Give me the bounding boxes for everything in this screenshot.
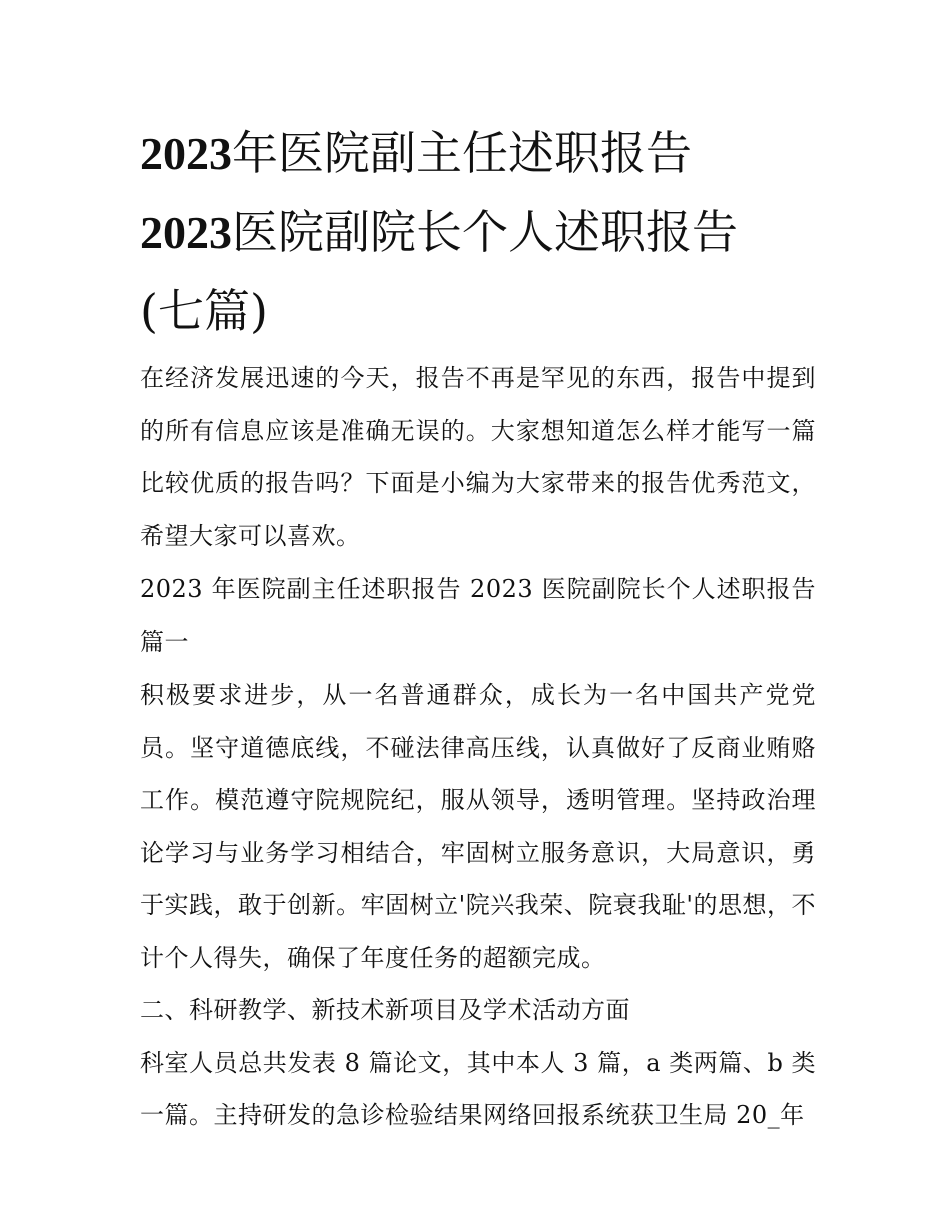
title-text-2: 医院副院长个人述职报告: [232, 205, 738, 259]
section-heading-1: 2023 年医院副主任述职报告 2023 医院副院长个人述职报告篇一: [140, 575, 816, 656]
section-heading-2: 二、科研教学、新技术新项目及学术活动方面: [140, 996, 630, 1024]
title-year-1: 2023: [140, 128, 232, 179]
title-line-2: [140, 193, 830, 272]
document-body: [140, 352, 816, 1142]
body-paragraph-2: 科室人员总共发表 8 篇论文，其中本人 3 篇，a 类两篇、b 类一篇。主持研发的急诊检验结果网络回报系统获卫生局 20_年: [140, 1048, 816, 1129]
title-year-2: 2023: [140, 207, 232, 258]
title-line-3: (七篇): [140, 284, 268, 338]
title-line-1: [140, 114, 830, 193]
intro-paragraph: 在经济发展迅速的今天，报告不再是罕见的东西，报告中提到的所有信息应该是准确无误的。大家想知道怎么样才能写一篇比较优质的报告吗？下面是小编为大家带来的报告优秀范文，希望大家可以喜欢。: [140, 364, 816, 550]
title-text-1: 年医院副主任述职报告: [232, 126, 692, 180]
document-title: [140, 114, 830, 351]
body-paragraph-1: 积极要求进步，从一名普通群众，成长为一名中国共产党党员。坚守道德底线，不碰法律高压线，认真做好了反商业贿赂工作。模范遵守院规院纪，服从领导，透明管理。坚持政治理论学习与业务学习相结合，牢固树立服务意识，大局意识，勇于实践，敢于创新。牢固树立'院兴我荣、院衰我耻'的思想，不计个人得失，确保了年度任务的超额完成。: [140, 681, 816, 972]
